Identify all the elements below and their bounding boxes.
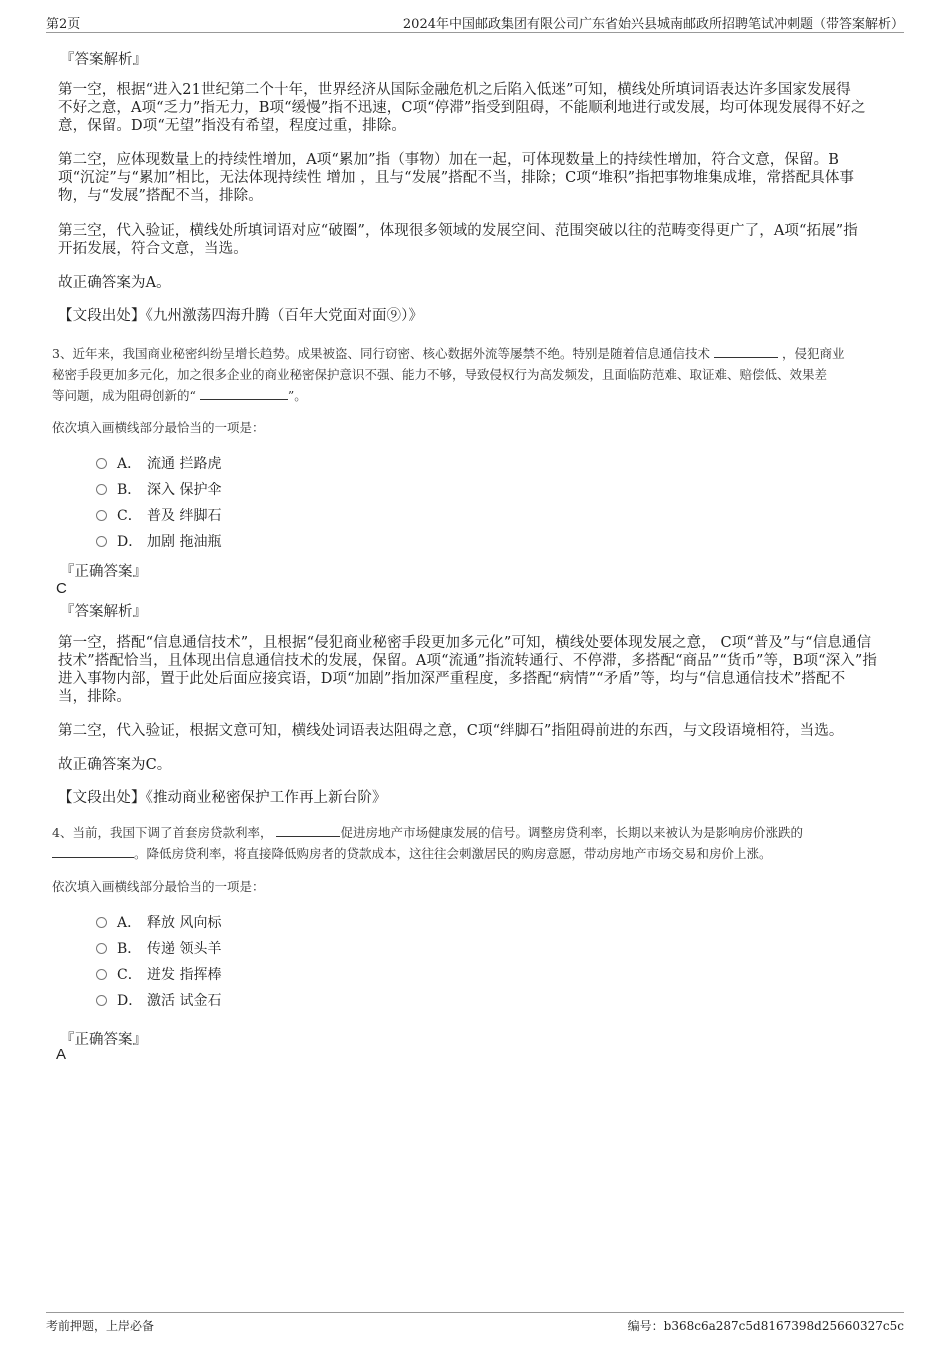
q3-option-b[interactable]: B． 深入 保护伞 — [96, 480, 221, 500]
q2-analysis-p1 — [58, 81, 888, 135]
text-line: 意，保留。D项“无望”指没有希望，程度过重，排除。 — [58, 118, 406, 134]
radio-button[interactable] — [96, 484, 107, 495]
text-line: 当，排除。 — [58, 689, 131, 705]
q4-option-b[interactable]: B． 传递 领头羊 — [96, 939, 221, 959]
q3-option-c[interactable]: C． 普及 绊脚石 — [96, 506, 221, 526]
q4-answer: A — [56, 1046, 67, 1063]
text-line: 第二空，应体现数量上的持续性增加，A项“累加”指（事物）加在一起，可体现数量上的持续性增加，符合文意，保留。B — [58, 152, 839, 168]
radio-button[interactable] — [96, 969, 107, 980]
radio-button[interactable] — [96, 458, 107, 469]
stem-line-1: 3、近年来，我国商业秘密纠纷呈增长趋势。成果被盗、同行窃密、核心数据外流等屡禁不绝。特别是随着信息通信技术 ，侵犯商业 — [52, 346, 845, 361]
blank-line — [714, 345, 778, 358]
text-line: 不好之意，A项“乏力”指无力，B项“缓慢”指不迅速，C项“停滞”指受到阻碍，不能顺利地进行或发展，均可体现发展得不好之 — [58, 100, 866, 116]
q4-option-d[interactable]: D． 激活 试金石 — [96, 991, 221, 1011]
text-line: 开拓发展，符合文意，当选。 — [58, 241, 248, 257]
q3-answer: C — [56, 580, 67, 597]
q2-conclusion: 故正确答案为A。 — [58, 275, 171, 291]
radio-button[interactable] — [96, 995, 107, 1006]
q3-prompt: 依次填入画横线部分最恰当的一项是： — [52, 420, 265, 435]
q4-answer-label: 『正确答案』 — [60, 1032, 147, 1048]
stem-line-2: 秘密手段更加多元化，加之很多企业的商业秘密保护意识不强、能力不够，导致侵权行为高发频发，且面临防范难、取证难、赔偿低、效果差 — [52, 367, 828, 382]
page-header — [46, 10, 904, 33]
q3-analysis-label: 『答案解析』 — [60, 604, 147, 620]
text-line: 项“沉淀”与“累加”相比，无法体现持续性 增加 ，且与“发展”搭配不当，排除；C项“堆积”指把事物堆集成堆，常搭配具体事 — [58, 170, 855, 186]
q3-conclusion: 故正确答案为C。 — [58, 757, 172, 773]
radio-button[interactable] — [96, 536, 107, 547]
q2-analysis-label: 『答案解析』 — [60, 52, 147, 68]
text-line: 第一空，搭配“信息通信技术”，且根据“侵犯商业秘密手段更加多元化”可知，横线处要体现发展之意， C项“普及”与“信息通信 — [58, 635, 872, 651]
radio-button[interactable] — [96, 917, 107, 928]
q3-analysis-p1 — [58, 634, 888, 706]
q4-option-a[interactable]: A． 释放 风向标 — [96, 913, 221, 933]
q3-answer-label: 『正确答案』 — [60, 564, 147, 580]
document-title: 2024年中国邮政集团有限公司广东省始兴县城南邮政所招聘笔试冲刺题（带答案解析） — [402, 17, 904, 32]
stem-line-1: 4、当前，我国下调了首套房贷款利率， 促进房地产市场健康发展的信号。调整房贷利率，长期以来被认为是影响房价涨跌的 — [52, 825, 803, 840]
q4-stem — [52, 822, 902, 864]
page-number: 第2页 — [46, 17, 81, 32]
q2-source: 【文段出处】《九州激荡四海升腾（百年大党面对面⑨）》 — [58, 308, 424, 324]
q2-analysis-p3 — [58, 222, 888, 258]
footer-slogan: 考前押题，上岸必备 — [46, 1319, 155, 1333]
q4-prompt: 依次填入画横线部分最恰当的一项是： — [52, 879, 265, 894]
q2-analysis-p2 — [58, 151, 888, 205]
blank-line — [52, 845, 134, 858]
footer-serial: 编号：b368c6a287c5d8167398d25660327c5c — [627, 1319, 904, 1333]
radio-button[interactable] — [96, 943, 107, 954]
text-line: 物，与“发展”搭配不当，排除。 — [58, 188, 263, 204]
text-line: 进入事物内部，置于此处后面应接宾语，D项“加剧”指加深严重程度，多搭配“病情”“矛盾”等，均与“信息通信技术”搭配不 — [58, 671, 846, 687]
q3-source: 【文段出处】《推动商业秘密保护工作再上新台阶》 — [58, 790, 387, 806]
text-line: 技术”搭配恰当，且体现出信息通信技术的发展，保留。A项“流通”指流转通行、不停滞，多搭配“商品”“货币”等，B项“深入”指 — [58, 653, 877, 669]
q3-analysis-p2: 第二空，代入验证，根据文意可知，横线处词语表达阻碍之意，C项“绊脚石”指阻碍前进的东西，与文段语境相符，当选。 — [58, 723, 844, 739]
blank-line — [200, 387, 288, 400]
blank-line — [276, 824, 340, 837]
q3-stem — [52, 343, 902, 406]
text-line: 第三空，代入验证，横线处所填词语对应“破圈”，体现很多领域的发展空间、范围突破以往的范畴变得更广了，A项“拓展”指 — [58, 223, 858, 239]
stem-line-2: 。降低房贷利率，将直接降低购房者的贷款成本，这往往会刺激居民的购房意愿，带动房地产市场交易和房价上涨。 — [52, 843, 902, 864]
text-line: 第一空，根据“进入21世纪第二个十年，世界经济从国际金融危机之后陷入低迷”可知，横线处所填词语表达许多国家发展得 — [58, 82, 851, 98]
radio-button[interactable] — [96, 510, 107, 521]
page-footer — [46, 1312, 904, 1333]
stem-line-3: 等问题，成为阻碍创新的“ ”。 — [52, 388, 307, 403]
q3-option-d[interactable]: D． 加剧 拖油瓶 — [96, 532, 221, 552]
q4-option-c[interactable]: C． 迸发 指挥棒 — [96, 965, 221, 985]
q3-option-a[interactable]: A． 流通 拦路虎 — [96, 454, 221, 474]
